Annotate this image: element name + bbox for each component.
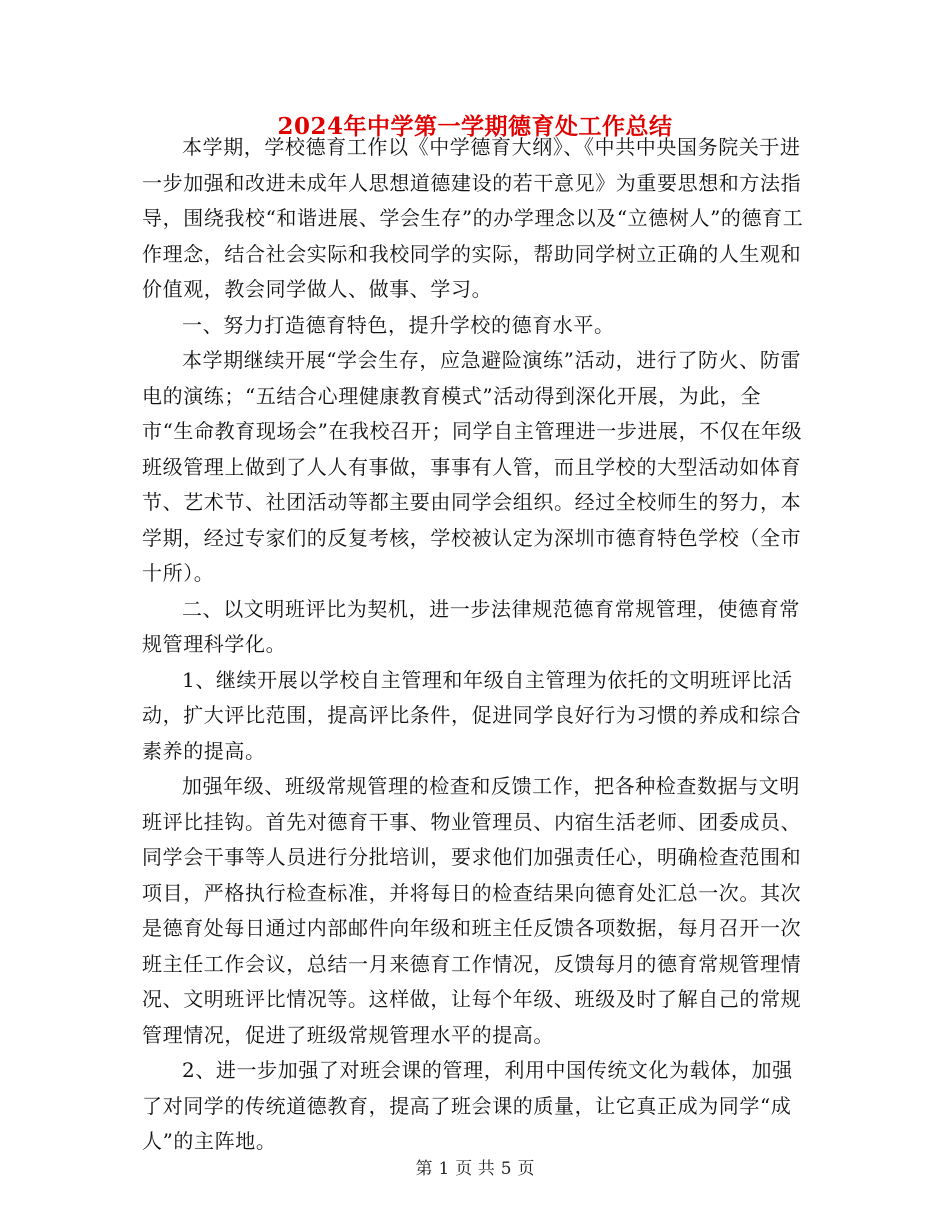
paragraph-item-1: 1、继续开展以学校自主管理和年级自主管理为依托的文明班评比活动，扩大评比范围，提高评比条件，促进同学良好行为习惯的养成和综合素养的提高。 bbox=[142, 667, 802, 763]
current-page-number: 1 bbox=[438, 1159, 450, 1179]
paragraph-section-1-body: 本学期继续开展“学会生存，应急避险演练”活动，进行了防火、防雷电的演练；“五结合心理健康教育模式”活动得到深化开展，为此，全市“生命教育现场会”在我校召开；同学自主管理进一步进展，不仅在年级班级管理上做到了人人有事做，事事有人管，而且学校的大型活动如体育节、艺术节、社团活动等都主要由同学会组织。经过全校师生的努力，本学期，经过专家们的反复考核，学校被认定为深圳市德育特色学校（全市十所）。 bbox=[142, 348, 803, 585]
page-footer bbox=[0, 1154, 950, 1179]
page-label-mid: 页 共 bbox=[455, 1159, 495, 1179]
document-title: 2024年中学第一学期德育处工作总结 bbox=[277, 113, 673, 140]
page-label-prefix: 第 bbox=[415, 1159, 433, 1179]
paragraph-section-1-heading: 一、努力打造德育特色，提升学校的德育水平。 bbox=[182, 312, 615, 337]
total-pages-number: 5 bbox=[500, 1159, 512, 1179]
paragraph-intro: 本学期，学校德育工作以《中学德育大纲》、《中共中央国务院关于进一步加强和改进未成年人思想道德建设的若干意见》为重要思想和方法指导，围绕我校“和谐进展、学会生存”的办学理念以及“立德树人”的德育工作理念，结合社会实际和我校同学的实际，帮助同学树立正确的人生观和价值观，教会同学做人、做事、学习。 bbox=[142, 135, 804, 301]
document-body bbox=[142, 130, 812, 1160]
paragraph-item-2: 2、进一步加强了对班会课的管理，利用中国传统文化为载体，加强了对同学的传统道德教育，提高了班会课的质量，让它真正成为同学“成人”的主阵地。 bbox=[142, 1058, 793, 1153]
paragraph-section-2-heading: 二、以文明班评比为契机，进一步法律规范德育常规管理，使德育常规管理科学化。 bbox=[142, 596, 800, 656]
page-label-suffix: 页 bbox=[517, 1159, 535, 1179]
paragraph-item-1-detail: 加强年级、班级常规管理的检查和反馈工作，把各种检查数据与文明班评比挂钩。首先对德育干事、物业管理员、内宿生活老师、团委成员、同学会干事等人员进行分批培训，要求他们加强责任心，明确检查范围和项目，严格执行检查标准，并将每日的检查结果向德育处汇总一次。其次是德育处每日通过内部邮件向年级和班主任反馈各项数据，每月召开一次班主任工作会议，总结一月来德育工作情况，反馈每月的德育常规管理情况、文明班评比情况等。这样做，让每个年级、班级及时了解自己的常规管理情况，促进了班级常规管理水平的提高。 bbox=[142, 774, 802, 1047]
